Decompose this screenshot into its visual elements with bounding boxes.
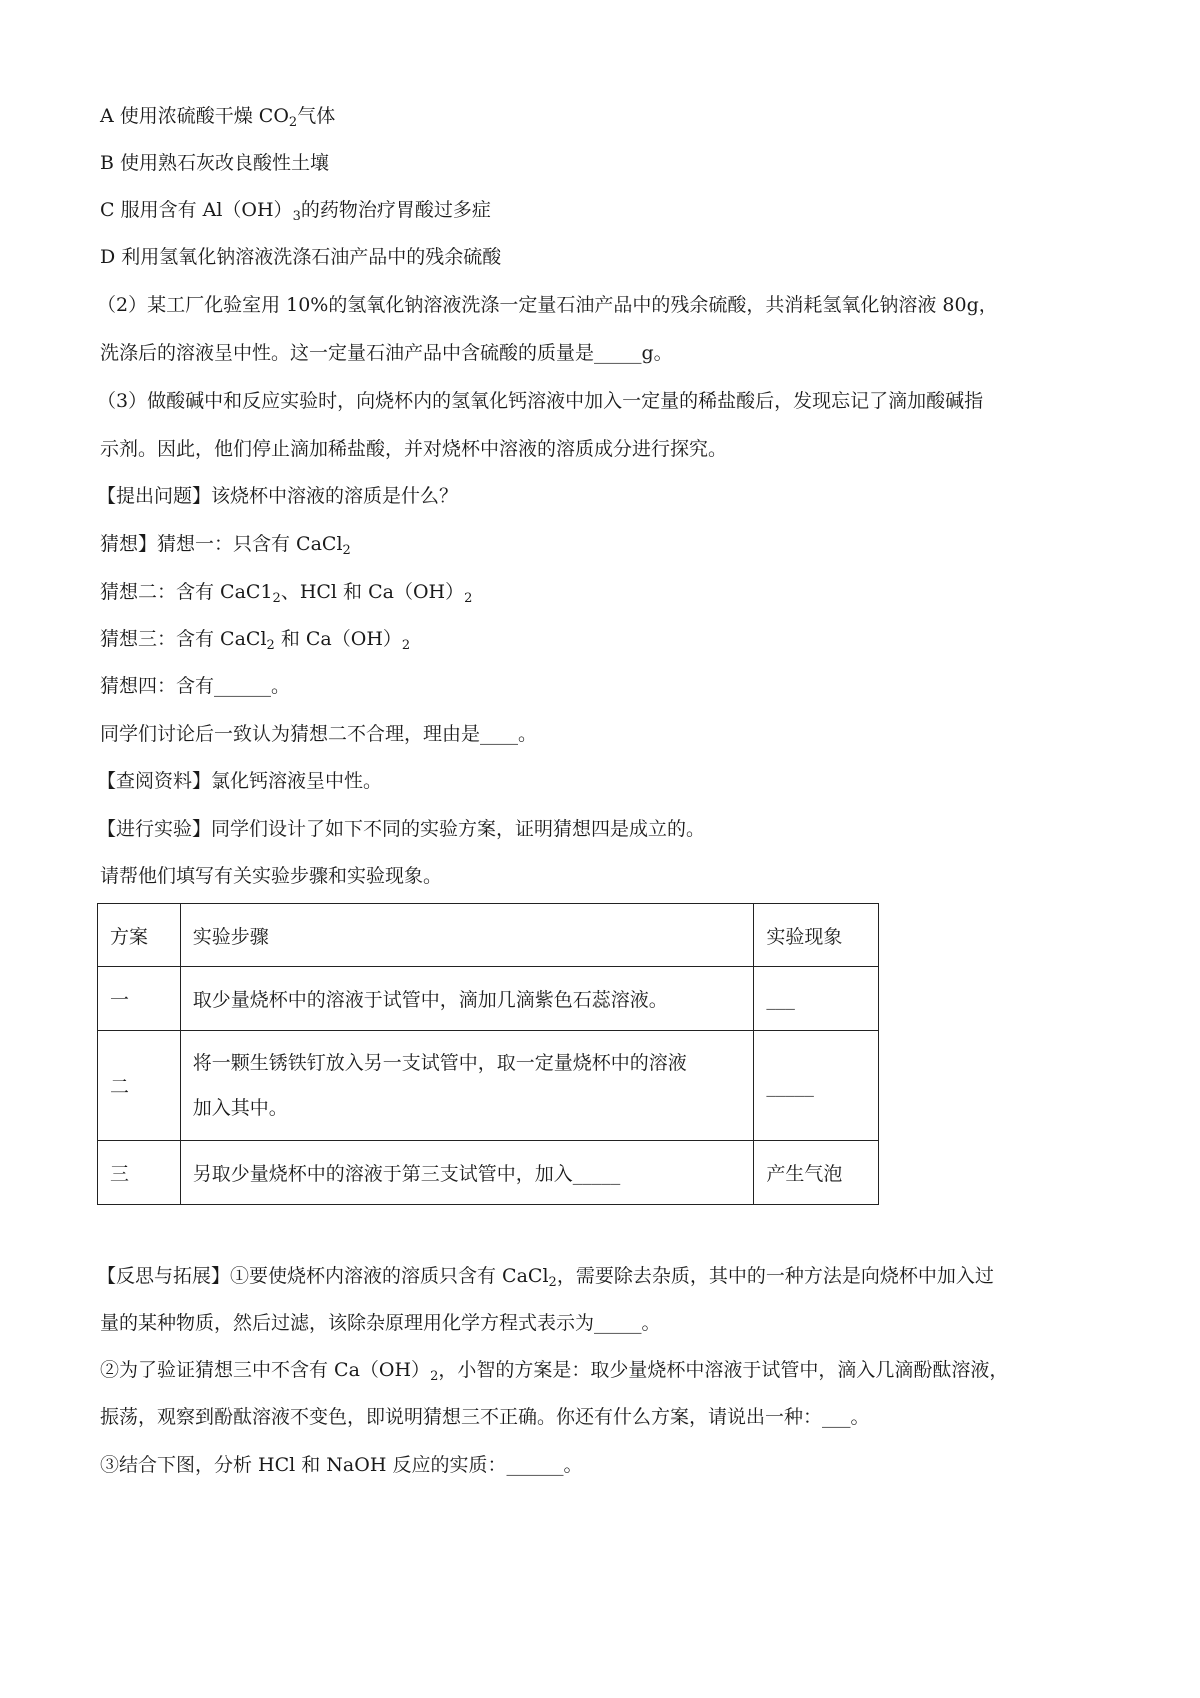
guess-3: 猜想三：含有 CaCl$_2$ 和 $Ca(OH)_2$	[100, 628, 411, 653]
result-cell: 产生气泡	[754, 1141, 879, 1205]
reflection-1-line-2: 量的某种物质，然后过滤，该除杂原理用化学方程式表示为_____。	[100, 1312, 661, 1334]
reference-text: 【查阅资料】氯化钙溶液呈中性。	[97, 770, 383, 792]
table-header-row	[98, 904, 879, 967]
step-text-line-2: 加入其中。	[192, 1096, 288, 1119]
table-row	[98, 1141, 879, 1205]
option-c: C 服用含有 $Al(OH)_3$的药物治疗胃酸过多症	[100, 199, 491, 224]
option-b: B 使用熟石灰改良酸性土壤	[100, 152, 330, 174]
step-cell	[180, 1031, 754, 1141]
guess-2: 猜想二：含有 $CaC1_2$、HCl 和 $Ca(OH)_2$	[100, 581, 473, 606]
question-heading: 【提出问题】该烧杯中溶液的溶质是什么？	[97, 485, 459, 507]
table-row	[98, 967, 879, 1031]
experiment-text: 【进行实验】同学们设计了如下不同的实验方案，证明猜想四是成立的。	[97, 818, 706, 840]
plan-cell: 一	[98, 967, 181, 1031]
reflection-2-line-2: 振荡，观察到酚酞溶液不变色，即说明猜想三不正确。你还有什么方案，请说出一种：___。	[100, 1406, 870, 1428]
option-a: A 使用浓硫酸干燥 $CO_2$气体	[100, 105, 336, 130]
table-header-cell: 方案	[98, 904, 181, 967]
table-header-cell: 实验步骤	[180, 904, 754, 967]
option-d: D 利用氢氧化钠溶液洗涤石油产品中的残余硫酸	[100, 246, 502, 268]
guess-1: 猜想】猜想一：只含有 CaCl$_2$	[100, 533, 351, 558]
reflection-1-line-1: 【反思与拓展】①要使烧杯内溶液的溶质只含有 CaCl$_2$，需要除去杂质，其中的一种方法是向烧杯中加入过	[97, 1265, 994, 1290]
experiment-table	[97, 903, 879, 1205]
step-cell: 另取少量烧杯中的溶液于第三支试管中，加入_____	[180, 1141, 754, 1205]
reflection-2-line-1: ②为了验证猜想三中不含有 $Ca(OH)_2$，小智的方案是：取少量烧杯中溶液于试管中，滴入几滴酚酞溶液，	[100, 1359, 1009, 1384]
reflection-3: ③结合下图，分析 HCl 和 NaOH 反应的实质：______。	[100, 1454, 583, 1476]
result-cell: _____	[754, 1031, 879, 1141]
plan-cell: 二	[98, 1031, 181, 1141]
result-cell: ___	[754, 967, 879, 1031]
table-row	[98, 1031, 879, 1141]
fill-prompt: 请帮他们填写有关实验步骤和实验现象。	[100, 865, 443, 887]
guess-4: 猜想四：含有______。	[100, 675, 291, 697]
step-cell: 取少量烧杯中的溶液于试管中，滴加几滴紫色石蕊溶液。	[180, 967, 754, 1031]
step-text-line-1: 将一颗生锈铁钉放入另一支试管中，取一定量烧杯中的溶液	[192, 1051, 687, 1074]
table-header-cell: 实验现象	[754, 904, 879, 967]
question-2-line-2: 洗涤后的溶液呈中性。这一定量石油产品中含硫酸的质量是_____g。	[100, 342, 673, 364]
discussion-text: 同学们讨论后一致认为猜想二不合理，理由是____。	[100, 723, 538, 745]
question-3-line-1: （3）做酸碱中和反应实验时，向烧杯内的氢氧化钙溶液中加入一定量的稀盐酸后，发现忘记了滴加酸碱指	[97, 390, 984, 412]
plan-cell: 三	[98, 1141, 181, 1205]
question-2-line-1: （2）某工厂化验室用 10%的氢氧化钠溶液洗涤一定量石油产品中的残余硫酸，共消耗氢氧化钠溶液 80g，	[97, 294, 998, 316]
question-3-line-2: 示剂。因此，他们停止滴加稀盐酸，并对烧杯中溶液的溶质成分进行探究。	[100, 438, 728, 460]
